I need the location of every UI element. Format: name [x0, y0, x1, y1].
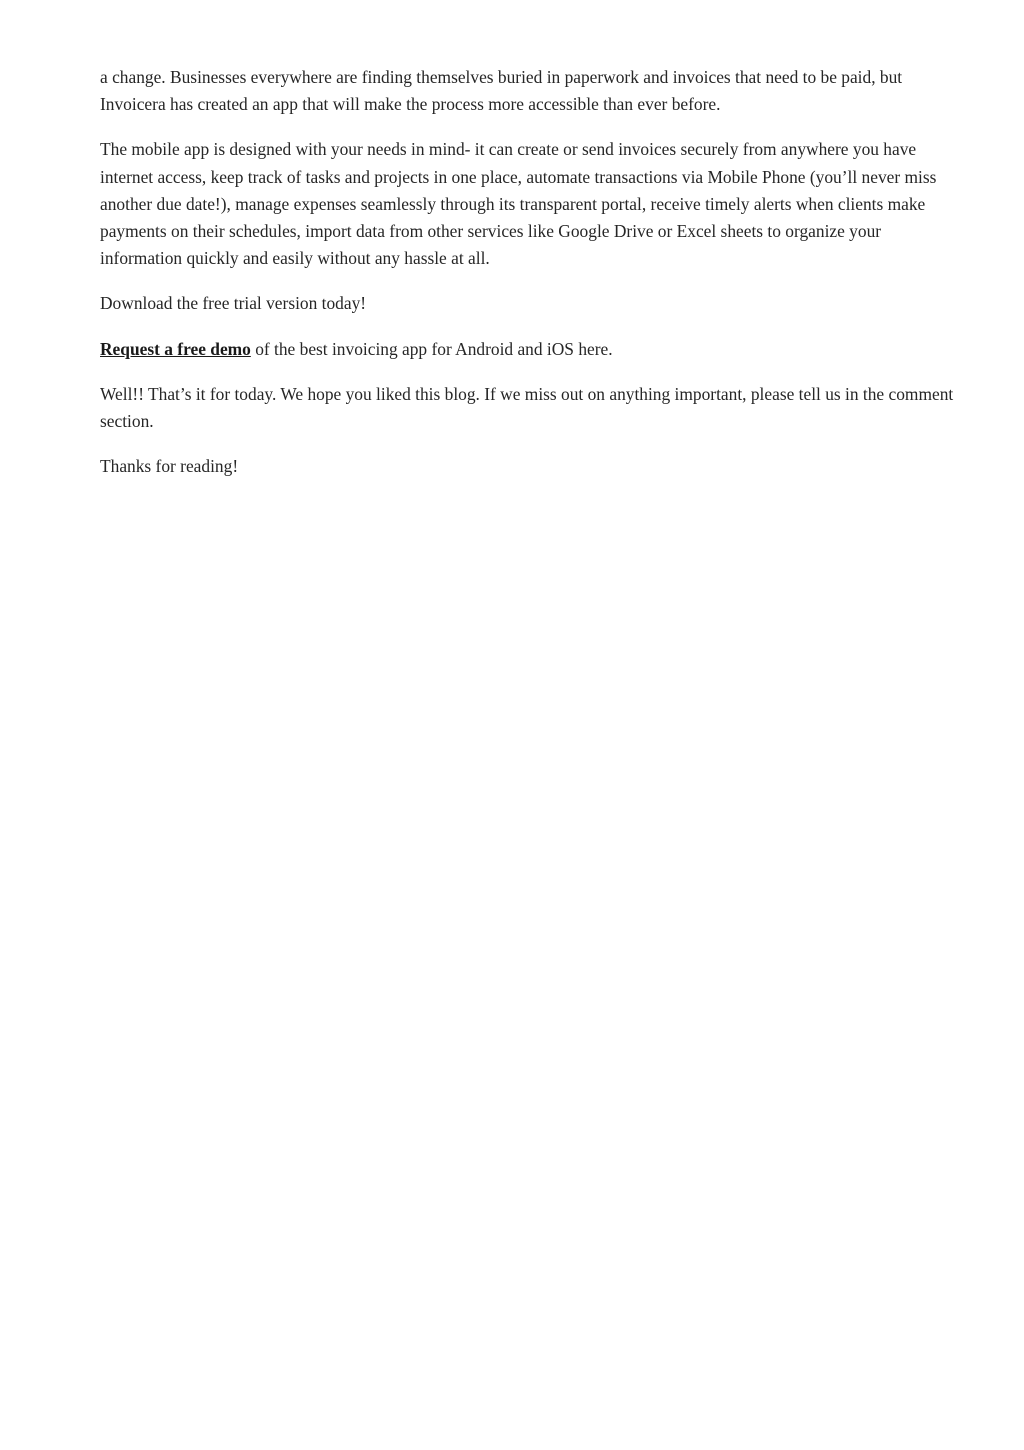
demo-paragraph [100, 336, 960, 363]
intro-paragraph: a change. Businesses everywhere are finding themselves buried in paperwork and invoices that need to be paid, but Invoicera has created an app that will make the process more accessible than ever before. [100, 67, 903, 115]
demo-trailing-text: of the best invoicing app for Android and iOS here. [250, 338, 613, 359]
closing-paragraph: Well!! That’s it for today. We hope you liked this blog. If we miss out on anything important, please tell us in the comment section. [100, 383, 954, 432]
download-paragraph: Download the free trial version today! [100, 293, 367, 314]
request-demo-link[interactable]: Request a free demo [100, 338, 251, 359]
document-body [100, 64, 960, 498]
thanks-paragraph: Thanks for reading! [100, 456, 239, 477]
mobile-app-paragraph: The mobile app is designed with your needs in mind- it can create or send invoices securely from anywhere you have internet access, keep track of tasks and projects in one place, automate transactions via Mobile Phone (you’ll never miss another due date!), manage expenses seamlessly through its transparent portal, receive timely alerts when clients make payments on their schedules, import data from other services like Google Drive or Excel sheets to organize your information quickly and easily without any hassle at all. [100, 139, 937, 269]
